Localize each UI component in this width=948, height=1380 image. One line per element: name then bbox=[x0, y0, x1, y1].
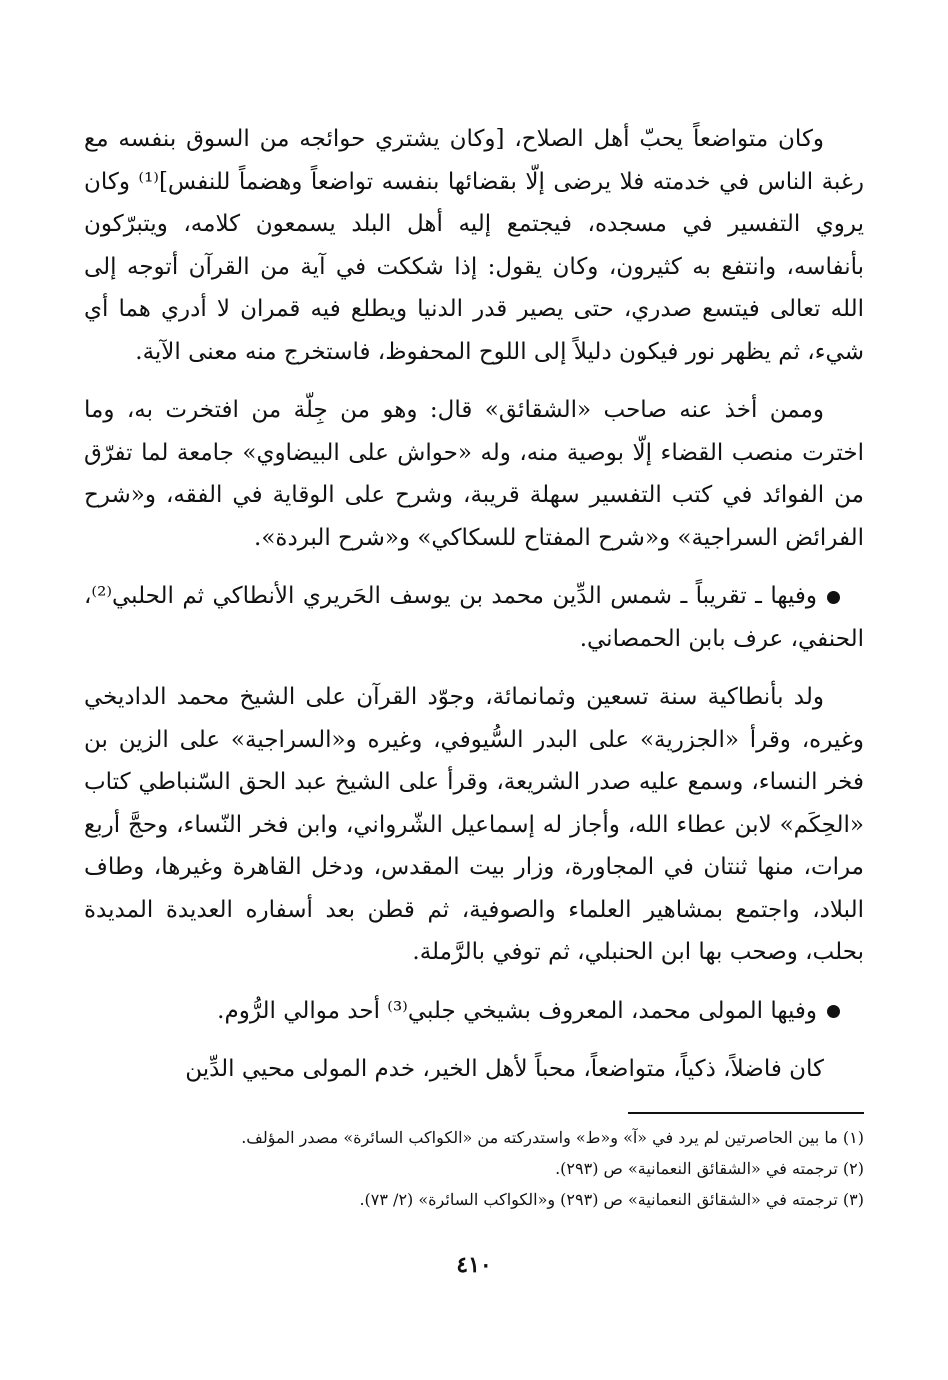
paragraph-4: كان فاضلاً، ذكياً، متواضعاً، محباً لأهل الخير، خدم المولى محيي الدِّين bbox=[185, 1056, 824, 1082]
bullet-entry-2 bbox=[84, 990, 864, 1033]
bullet-entry-2-text: وفيها المولى محمد، المعروف بشيخي جلبي⁽³⁾ أحد موالي الرُّوم. bbox=[217, 997, 817, 1024]
paragraph-3: ولد بأنطاكية سنة تسعين وثمانمائة، وجوّد القرآن على الشيخ محمد الداديخي وغيره، وقرأ «الجزرية» على البدر السُّيوفي، وغيره و«السراجية» على الزين بن فخر النساء، وسمع عليه صدر الشريعة، وقرأ على الشيخ عبد الحق السّنباطي كتاب «الحِكَم» لابن عطاء الله، وأجاز له إسماعيل الشّرواني، وابن فخر النّساء، وحجَّ أربع مرات، منها ثنتان في المجاورة، وزار بيت المقدس، ودخل القاهرة وغيرها، وطاف البلاد، واجتمع بمشاهير العلماء والصوفية، ثم قطن بعد أسفاره العديدة المديدة بحلب، وصحب بها ابن الحنبلي، ثم توفي بالرَّملة. bbox=[84, 684, 864, 965]
bullet-entry-1-text: وفيها ـ تقريباً ـ شمس الدِّين محمد بن يوسف الحَريري الأنطاكي ثم الحلبي⁽²⁾، الحنفي، عرف بابن الحمصاني. bbox=[84, 583, 864, 652]
bullet-entry-1 bbox=[84, 575, 864, 660]
page-number: ٤١٠ bbox=[456, 1252, 492, 1278]
paragraph-1: وكان متواضعاً يحبّ أهل الصلاح، [وكان يشتري حوائجه من السوق بنفسه مع رغبة الناس في خدمته فلا يرضى إلّا بقضائها بنفسه تواضعاً وهضماً للنفس]⁽¹⁾ وكان يروي التفسير في مسجده، فيجتمع إليه أهل البلد يسمعون كلامه، ويتبرّكون بأنفاسه، وانتفع به كثيرون، وكان يقول: إذا شككت في آية من القرآن أتوجه إلى الله تعالى فيتسع صدري، حتى يصير قدر الدنيا ويطلع فيه قمران لا أدري هما أي شيء، ثم يظهر نور فيكون دليلاً إلى اللوح المحفوظ، فاستخرج منه معنى الآية. bbox=[84, 126, 864, 365]
page-body bbox=[84, 118, 864, 1091]
footnote-2: (٢) ترجمته في «الشقائق النعمانية» ص (٢٩٣). bbox=[555, 1159, 864, 1178]
bullet-icon bbox=[827, 591, 840, 604]
footnote-3: (٣) ترجمته في «الشقائق النعمانية» ص (٢٩٣) و«الكواكب السائرة» (٢/ ٧٣). bbox=[359, 1190, 864, 1209]
footnotes bbox=[84, 1122, 864, 1215]
footnote-divider bbox=[628, 1112, 864, 1114]
footnote-1: (١) ما بين الحاصرتين لم يرد في «آ» و«ط» واستدركته من «الكواكب السائرة» مصدر المؤلف. bbox=[241, 1128, 864, 1147]
bullet-icon bbox=[827, 1005, 840, 1018]
paragraph-2: وممن أخذ عنه صاحب «الشقائق» قال: وهو من جِلّة من افتخرت به، وما اخترت منصب القضاء إلّا بوصية منه، وله «حواش على البيضاوي» جامعة لما تفرّق من الفوائد في كتب التفسير سهلة قريبة، وشرح على الوقاية في الفقه، و«شرح الفرائض السراجية» و«شرح المفتاح للسكاكي» و«شرح البردة». bbox=[84, 397, 864, 551]
